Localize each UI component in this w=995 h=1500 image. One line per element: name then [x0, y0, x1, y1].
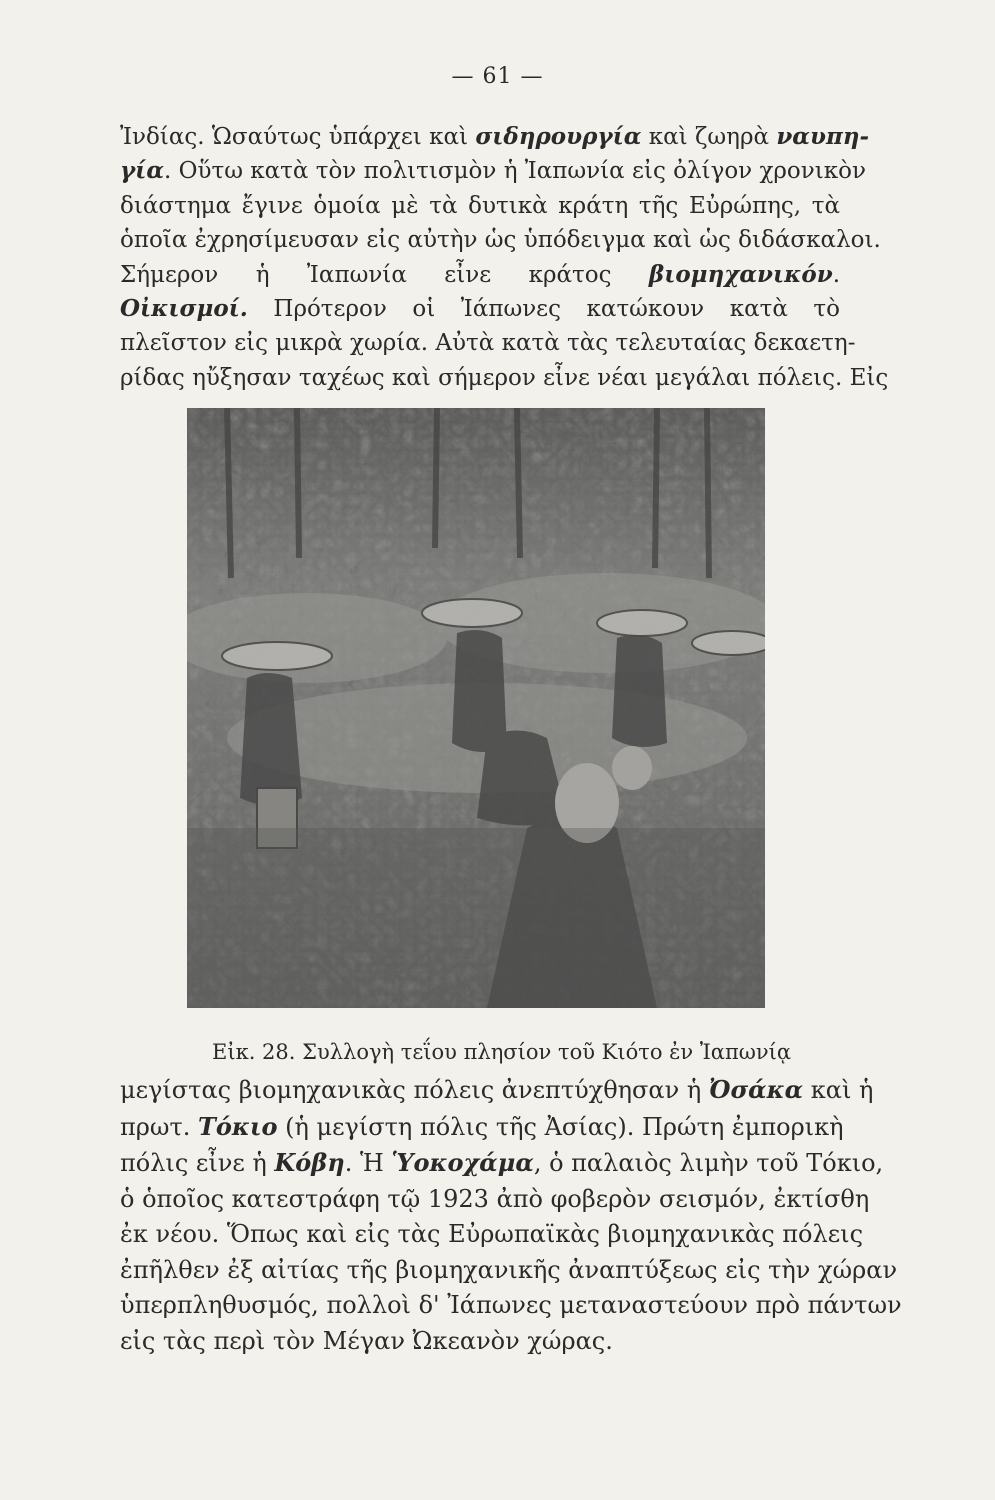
text-line	[120, 1253, 898, 1289]
text-run: ὁποῖα ἐχρησίμευσαν εἰς αὐτὴν ὡς ὑπόδειγμα καὶ ὡς διδάσκαλοι.	[120, 227, 881, 254]
text-line	[120, 189, 840, 223]
text-run: πρωτ.	[120, 1112, 198, 1141]
text-run: ἐκ νέου. Ὅπως καὶ εἰς τὰς Εὐρωπαϊκὰς βιομηχανικὰς πόλεις	[120, 1220, 864, 1248]
text-run: Σήμερον ἡ Ἰαπωνία εἶνε κράτος	[120, 261, 649, 288]
text-line	[120, 258, 840, 292]
page-number: — 61 —	[451, 64, 544, 89]
emphasis-term: ναυπη-	[776, 123, 870, 150]
emphasis-term: Τόκιο	[198, 1111, 278, 1141]
text-run: Ἰνδίας. Ὡσαύτως ὑπάρχει καὶ	[120, 124, 476, 150]
text-line	[120, 1288, 902, 1324]
text-line	[120, 1217, 864, 1253]
emphasis-term: Ὑοκοχάμα	[391, 1148, 534, 1177]
emphasis-term: Ὀσάκα	[708, 1075, 804, 1104]
text-line	[120, 1072, 874, 1109]
text-line	[120, 1145, 884, 1182]
text-run: ὁ ὁποῖος κατεστράφη τῷ 1923 ἀπὸ φοβερὸν σεισμόν, ἐκτίσθη	[120, 1184, 870, 1213]
text-run: πλεῖστον εἰς μικρὰ χωρία. Αὐτὰ κατὰ τὰς τελευταίας δεκαετη-	[120, 330, 856, 357]
text-line	[120, 361, 889, 395]
text-run: πόλις εἶνε ἡ	[120, 1149, 275, 1177]
text-run: . Οὕτω κατὰ τὸν πολιτισμὸν ἡ Ἰαπωνία εἰς ὀλίγον χρονικὸν	[164, 158, 866, 185]
text-run: καὶ ζωηρὰ	[641, 124, 777, 150]
text-line	[120, 326, 856, 360]
text-line	[120, 1109, 844, 1146]
text-run: μεγίστας βιομηχανικὰς πόλεις ἀνεπτύχθησαν ἡ	[120, 1076, 709, 1104]
text-run: . Ἡ	[344, 1149, 392, 1177]
paragraph-top	[120, 120, 889, 395]
emphasis-term: σιδηρουργία	[475, 123, 642, 150]
text-line	[120, 154, 866, 188]
section-heading: Οἰκισμοί.	[120, 295, 248, 323]
text-line	[120, 292, 840, 326]
figure-photo-tea-harvest	[187, 408, 765, 1008]
text-run: ὑπερπληθυσμός, πολλοὶ δ' Ἰάπωνες μεταναστεύουν πρὸ πάντων	[120, 1291, 902, 1319]
text-run: εἰς τὰς περὶ τὸν Μέγαν Ὠκεανὸν χώρας.	[120, 1326, 613, 1355]
text-run: ἐπῆλθεν ἐξ αἰτίας τῆς βιομηχανικῆς ἀναπτύξεως εἰς τὴν χώραν	[120, 1255, 898, 1284]
photo-illustration	[187, 408, 765, 1008]
emphasis-term: γία	[120, 157, 165, 185]
text-line	[120, 223, 881, 257]
paragraph-bottom	[120, 1072, 902, 1359]
text-line	[120, 120, 870, 154]
text-run: .	[832, 261, 840, 288]
text-run: διάστημα ἔγινε ὁμοία μὲ τὰ δυτικὰ κράτη τῆς Εὐρώπης, τὰ	[120, 192, 840, 219]
figure-caption: Εἰκ. 28. Συλλογὴ τεΐου πλησίον τοῦ Κιότο ἐν Ἰαπωνίᾳ	[212, 1040, 792, 1064]
emphasis-term: Κόβη	[274, 1148, 345, 1177]
text-run: Πρότερον οἱ Ἰάπωνες κατώκουν κατὰ τὸ	[247, 296, 840, 323]
text-line	[120, 1324, 840, 1360]
text-line	[120, 1182, 870, 1218]
text-run: ρίδας ηὔξησαν ταχέως καὶ σήμερον εἶνε νέαι μεγάλαι πόλεις. Εἰς	[120, 364, 889, 391]
emphasis-term: βιομηχανικόν	[648, 260, 833, 288]
text-run: (ἡ μεγίστη πόλις τῆς Ἀσίας). Πρώτη ἐμπορικὴ	[277, 1112, 844, 1141]
text-run: καὶ ἡ	[803, 1076, 874, 1104]
text-run: , ὁ παλαιὸς λιμὴν τοῦ Τόκιο,	[533, 1149, 884, 1177]
